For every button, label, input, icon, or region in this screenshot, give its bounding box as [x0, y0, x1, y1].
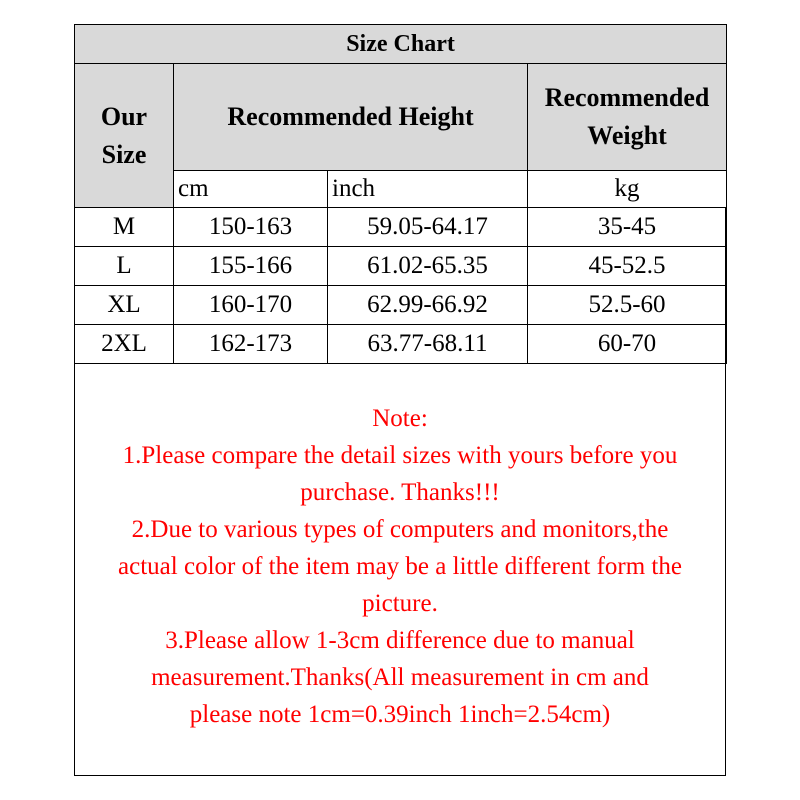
- note-line: 1.Please compare the detail sizes with yours before you: [122, 442, 678, 469]
- height-cm-cell: 160-170: [174, 286, 328, 325]
- header-recommended-weight: [528, 64, 727, 171]
- note-line: actual color of the item may be a little different form the: [118, 553, 682, 580]
- weight-kg-cell: 45-52.5: [528, 247, 727, 286]
- height-cm-cell: 155-166: [174, 247, 328, 286]
- header-our-size-label: Our Size: [100, 101, 148, 169]
- note-line: measurement.Thanks(All measurement in cm and: [151, 664, 649, 691]
- table-row: [75, 247, 727, 286]
- size-cell: 2XL: [75, 325, 174, 364]
- note-line: picture.: [362, 590, 438, 617]
- note-line: purchase. Thanks!!!: [300, 479, 500, 506]
- note-line: 3.Please allow 1-3cm difference due to manual: [165, 627, 635, 654]
- unit-kg: kg: [528, 171, 727, 208]
- unit-inch: inch: [328, 171, 528, 208]
- height-inch-cell: 62.99-66.92: [328, 286, 528, 325]
- unit-cm: cm: [174, 171, 328, 208]
- table-row: [75, 286, 727, 325]
- note-block: [76, 400, 724, 733]
- height-inch-cell: 61.02-65.35: [328, 247, 528, 286]
- weight-kg-cell: 35-45: [528, 208, 727, 247]
- table-row: [75, 208, 727, 247]
- height-cm-cell: 150-163: [174, 208, 328, 247]
- height-inch-cell: 59.05-64.17: [328, 208, 528, 247]
- weight-kg-cell: 52.5-60: [528, 286, 727, 325]
- header-recommended-height: Recommended Height: [174, 64, 528, 171]
- height-inch-cell: 63.77-68.11: [328, 325, 528, 364]
- size-cell: L: [75, 247, 174, 286]
- chart-title: Size Chart: [75, 25, 727, 64]
- table-row: [75, 325, 727, 364]
- size-chart-table: [74, 24, 727, 364]
- note-line: please note 1cm=0.39inch 1inch=2.54cm): [189, 701, 611, 728]
- weight-kg-cell: 60-70: [528, 325, 727, 364]
- header-recommended-weight-label: Recommended Weight: [544, 83, 710, 150]
- height-cm-cell: 162-173: [174, 325, 328, 364]
- header-our-size: [75, 64, 174, 208]
- note-heading: Note:: [372, 405, 428, 432]
- size-cell: XL: [75, 286, 174, 325]
- size-cell: M: [75, 208, 174, 247]
- note-line: 2.Due to various types of computers and monitors,the: [131, 516, 669, 543]
